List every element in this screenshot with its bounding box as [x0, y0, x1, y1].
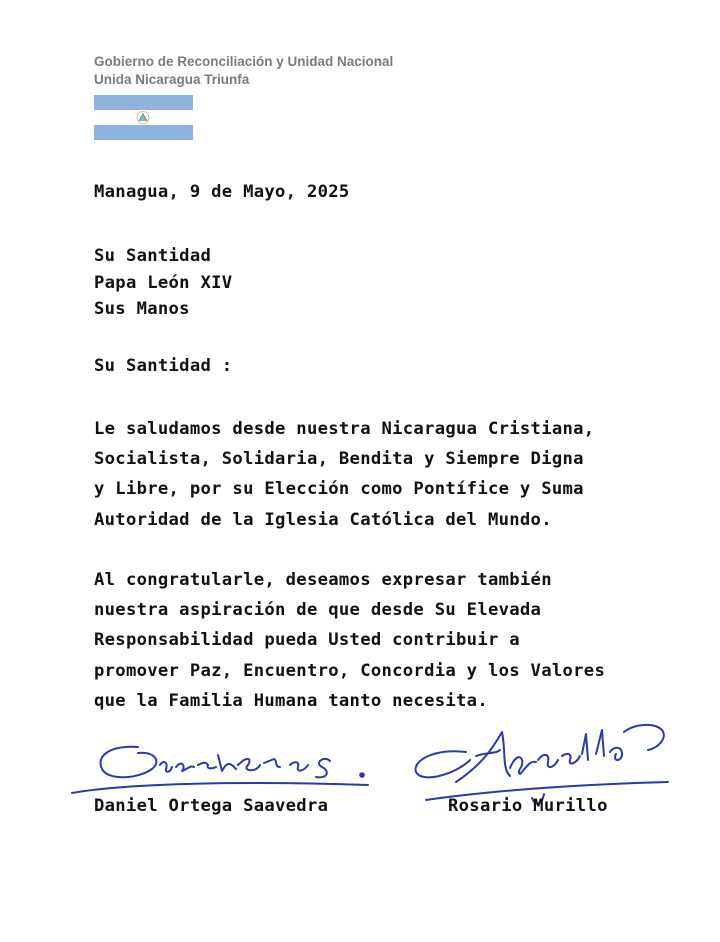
- signer-name-daniel-ortega: Daniel Ortega Saavedra: [94, 796, 329, 816]
- addressee-line: Papa León XIV: [94, 272, 233, 293]
- paragraph-line: nuestra aspiración de que desde Su Elevada: [94, 600, 542, 621]
- letterhead-slogan: Unida Nicaragua Triunfa: [94, 72, 250, 87]
- paragraph-line: promover Paz, Encuentro, Concordia y los Valores: [94, 660, 606, 681]
- triangle-emblem-icon: [136, 111, 150, 124]
- body-paragraph-congratulations: [94, 565, 630, 716]
- paragraph-line: Al congratularle, deseamos expresar también: [94, 570, 552, 590]
- paragraph-line: Autoridad de la Iglesia Católica del Mundo.: [94, 509, 552, 530]
- nicaragua-flag: [94, 95, 193, 140]
- salutation: Su Santidad :: [94, 356, 233, 376]
- flag-stripe-middle: [94, 110, 193, 125]
- paragraph-line: Socialista, Solidaria, Bendita y Siempre Digna: [94, 449, 584, 470]
- paragraph-line: y Libre, por su Elección como Pontífice y Suma: [94, 479, 584, 500]
- paragraph-line: Le saludamos desde nuestra Nicaragua Cristiana,: [94, 419, 595, 439]
- signature-daniel-ortega: [68, 735, 388, 805]
- paragraph-line: que la Familia Humana tanto necesita.: [94, 690, 488, 711]
- dateline: Managua, 9 de Mayo, 2025: [94, 182, 350, 202]
- signer-name-rosario-murillo: Rosario Murillo: [448, 796, 608, 816]
- flag-stripe-bottom: [94, 125, 193, 140]
- letterhead: [94, 53, 393, 89]
- addressee-block: [94, 243, 232, 323]
- flag-stripe-top: [94, 95, 193, 110]
- letterhead-government-name: Gobierno de Reconciliación y Unidad Nacional: [94, 54, 394, 69]
- paragraph-line: Responsabilidad pueda Usted contribuir a: [94, 630, 520, 651]
- body-paragraph-greeting: [94, 414, 630, 535]
- addressee-line: Sus Manos: [94, 299, 190, 319]
- addressee-line: Su Santidad: [94, 246, 212, 266]
